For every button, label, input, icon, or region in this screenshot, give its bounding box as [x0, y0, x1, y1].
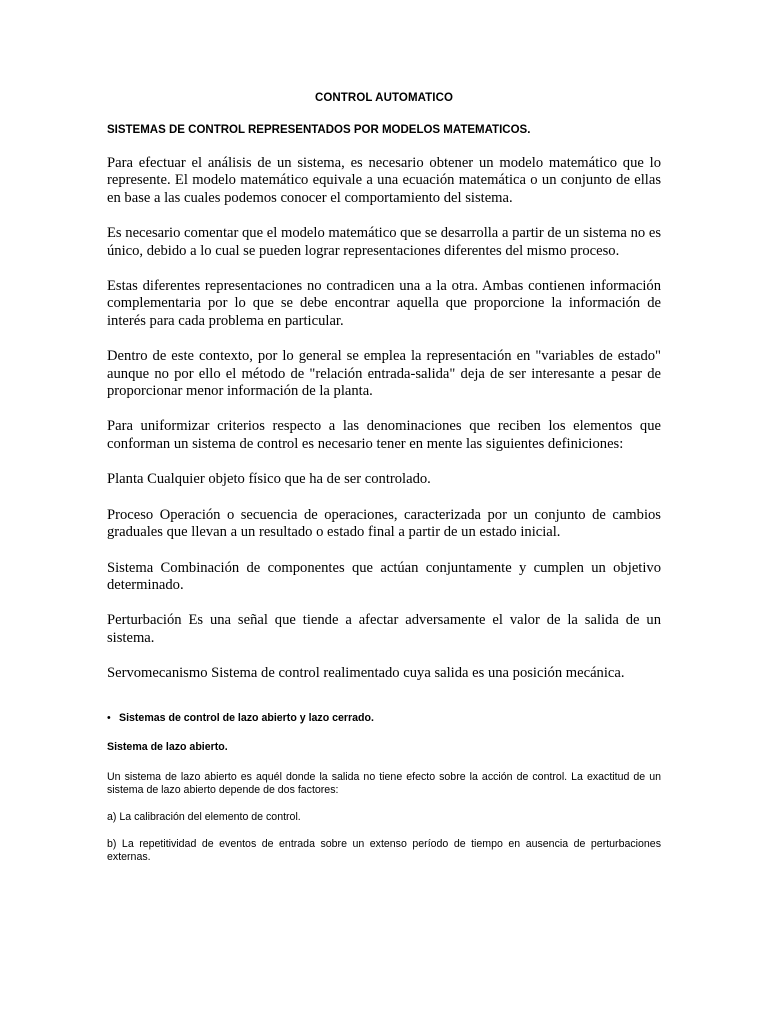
- paragraph-no-unico: Es necesario comentar que el modelo matemático que se desarrolla a partir de un sistema no es único, debido a lo cual se pueden lograr representaciones diferentes del mismo proceso.: [107, 225, 661, 259]
- definition-perturbacion: Perturbación Es una señal que tiende a afectar adversamente el valor de la salida de un sistema.: [107, 612, 661, 646]
- paragraph-lazo-abierto: Un sistema de lazo abierto es aquél donde la salida no tiene efecto sobre la acción de control. La exactitud de un sistema de lazo abierto depende de dos factores:: [107, 771, 661, 796]
- definition-proceso: Proceso Operación o secuencia de operaciones, caracterizada por un conjunto de cambios graduales que llevan a un resultado o estado final a partir de un estado inicial.: [107, 506, 661, 541]
- serif-body: [107, 155, 661, 701]
- definition-sistema: Sistema Combinación de componentes que actúan conjuntamente y cumplen un objetivo determinado.: [107, 559, 661, 593]
- sans-body: [107, 712, 661, 878]
- item-repetitividad: b) La repetitividad de eventos de entrada sobre un extenso período de tiempo en ausencia de perturbaciones externas.: [107, 838, 661, 863]
- bullet-item: [107, 712, 661, 725]
- paragraph-variables-estado: Dentro de este contexto, por lo general se emplea la representación en "variables de estado" aunque no por ello el método de "relación entrada-salida" deja de ser interesante a pesar de proporcionar menor información de la planta.: [107, 348, 661, 400]
- definition-servomecanismo: Servomecanismo Sistema de control realimentado cuya salida es una posición mecánica.: [107, 665, 625, 682]
- item-calibracion: a) La calibración del elemento de control.: [107, 811, 301, 823]
- paragraph-representaciones: Estas diferentes representaciones no contradicen una a la otra. Ambas contienen información complementaria por lo que se debe encontrar aquella que proporcione la información de interés para cada problema en particular.: [107, 278, 661, 329]
- subheading-lazo-abierto: Sistema de lazo abierto.: [107, 741, 228, 753]
- paragraph-definiciones-intro: Para uniformizar criterios respecto a las denominaciones que reciben los elementos que conforman un sistema de control es necesario tener en mente las siguientes definiciones:: [107, 418, 661, 452]
- bullet-marker: •: [107, 712, 111, 724]
- document-title: CONTROL AUTOMATICO: [314, 92, 454, 104]
- definition-planta: Planta Cualquier objeto físico que ha de ser controlado.: [107, 471, 431, 488]
- section-heading: SISTEMAS DE CONTROL REPRESENTADOS POR MODELOS MATEMATICOS.: [107, 124, 531, 136]
- bullet-text: Sistemas de control de lazo abierto y lazo cerrado.: [119, 712, 374, 724]
- paragraph-modelo: Para efectuar el análisis de un sistema, es necesario obtener un modelo matemático que lo represente. El modelo matemático equivale a una ecuación matemática o un conjunto de ellas en base a las cuales podemos conocer el comportamiento del sistema.: [107, 155, 661, 206]
